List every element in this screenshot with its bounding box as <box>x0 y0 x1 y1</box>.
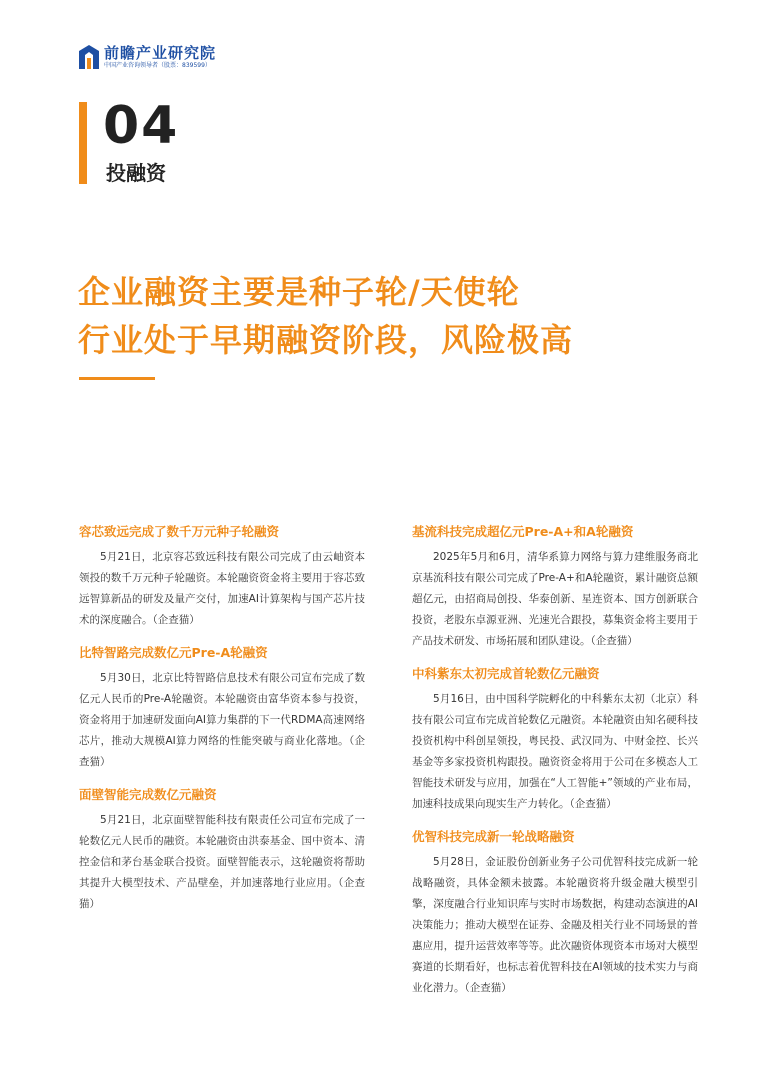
brand-logo <box>78 42 216 72</box>
news-item-body: 2025年5月和6月，清华系算力网络与算力建维服务商北京基流科技有限公司完成了Pre-A+和A轮融资，累计融资总额超亿元，由招商局创投、华泰创新、星连资本、国方创新联合投资，老股东卓源亚洲、光速光合跟投，募集资金将主要用于产品技术研发、市场拓展和团队建设。（企查猫） <box>412 551 698 647</box>
left-column <box>79 523 365 928</box>
headline-line-2: 行业处于早期融资阶段，风险极高 <box>78 321 574 359</box>
headline-line-1: 企业融资主要是种子轮/天使轮 <box>78 273 520 311</box>
news-item <box>79 523 365 631</box>
brand-tagline: 中国产业咨询领导者（股票：839599） <box>104 61 211 69</box>
news-item-body: 5月21日，北京面壁智能科技有限责任公司宣布完成了一轮数亿元人民币的融资。本轮融资由洪泰基金、国中资本、清控金信和茅台基金联合投资。面壁智能表示，这轮融资将帮助其提升大模型技术、产品壁垒，并加速落地行业应用。（企查猫） <box>79 814 365 910</box>
news-item-body: 5月16日，由中国科学院孵化的中科紫东太初（北京）科技有限公司宣布完成首轮数亿元融资。本轮融资由知名硬科技投资机构中科创星领投，粤民投、武汉同为、中财金控、长兴基金等多家投资机构跟投。融资资金将用于公司在多模态人工智能技术研发与应用，加强在“人工智能+”领域的产业布局，加速科技成果向现实生产力转化。（企查猫） <box>412 693 698 810</box>
news-item <box>412 665 698 815</box>
news-item-body: 5月21日，北京容芯致远科技有限公司完成了由云岫资本领投的数千万元种子轮融资。本轮融资资金将主要用于容芯致远智算新品的研发及量产交付，加速AI计算架构与国产芯片技术的深度融合。（企查猫） <box>79 551 365 626</box>
brand-logo-icon <box>78 44 100 70</box>
section-number: 04 <box>103 96 180 156</box>
news-item-body: 5月28日，金证股份创新业务子公司优智科技完成新一轮战略融资，具体金额未披露。本轮融资将升级金融大模型引擎，深度融合行业知识库与实时市场数据，构建动态演进的AI决策能力；推动大模型在证券、金融及相关行业不同场景的普惠应用，提升运营效率等等。此次融资体现资本市场对大模型赛道的长期看好，也标志着优智科技在AI领域的技术实力与商业化潜力。（企查猫） <box>412 856 698 994</box>
section-accent-bar <box>79 102 87 184</box>
news-item-body: 5月30日，北京比特智路信息技术有限公司宣布完成了数亿元人民币的Pre-A轮融资。本轮融资由富华资本参与投资，资金将用于加速研发面向AI算力集群的下一代RDMA高速网络芯片，推动大规模AI算力网络的性能突破与商业化落地。（企查猫） <box>79 672 365 768</box>
news-item-title: 比特智路完成数亿元Pre-A轮融资 <box>79 645 268 660</box>
news-item-title: 中科紫东太初完成首轮数亿元融资 <box>412 666 600 681</box>
news-item-title: 面壁智能完成数亿元融资 <box>79 787 217 802</box>
right-column <box>412 523 698 1012</box>
news-item <box>412 828 698 999</box>
page-headline <box>78 268 698 364</box>
brand-name: 前瞻产业研究院 <box>104 43 217 62</box>
news-item <box>412 523 698 652</box>
section-title: 投融资 <box>106 161 166 185</box>
news-item <box>79 786 365 915</box>
news-item <box>79 644 365 773</box>
news-item-title: 优智科技完成新一轮战略融资 <box>412 829 575 844</box>
headline-divider <box>79 377 155 380</box>
news-item-title: 基流科技完成超亿元Pre-A+和A轮融资 <box>412 524 634 539</box>
news-item-title: 容芯致远完成了数千万元种子轮融资 <box>79 524 280 539</box>
